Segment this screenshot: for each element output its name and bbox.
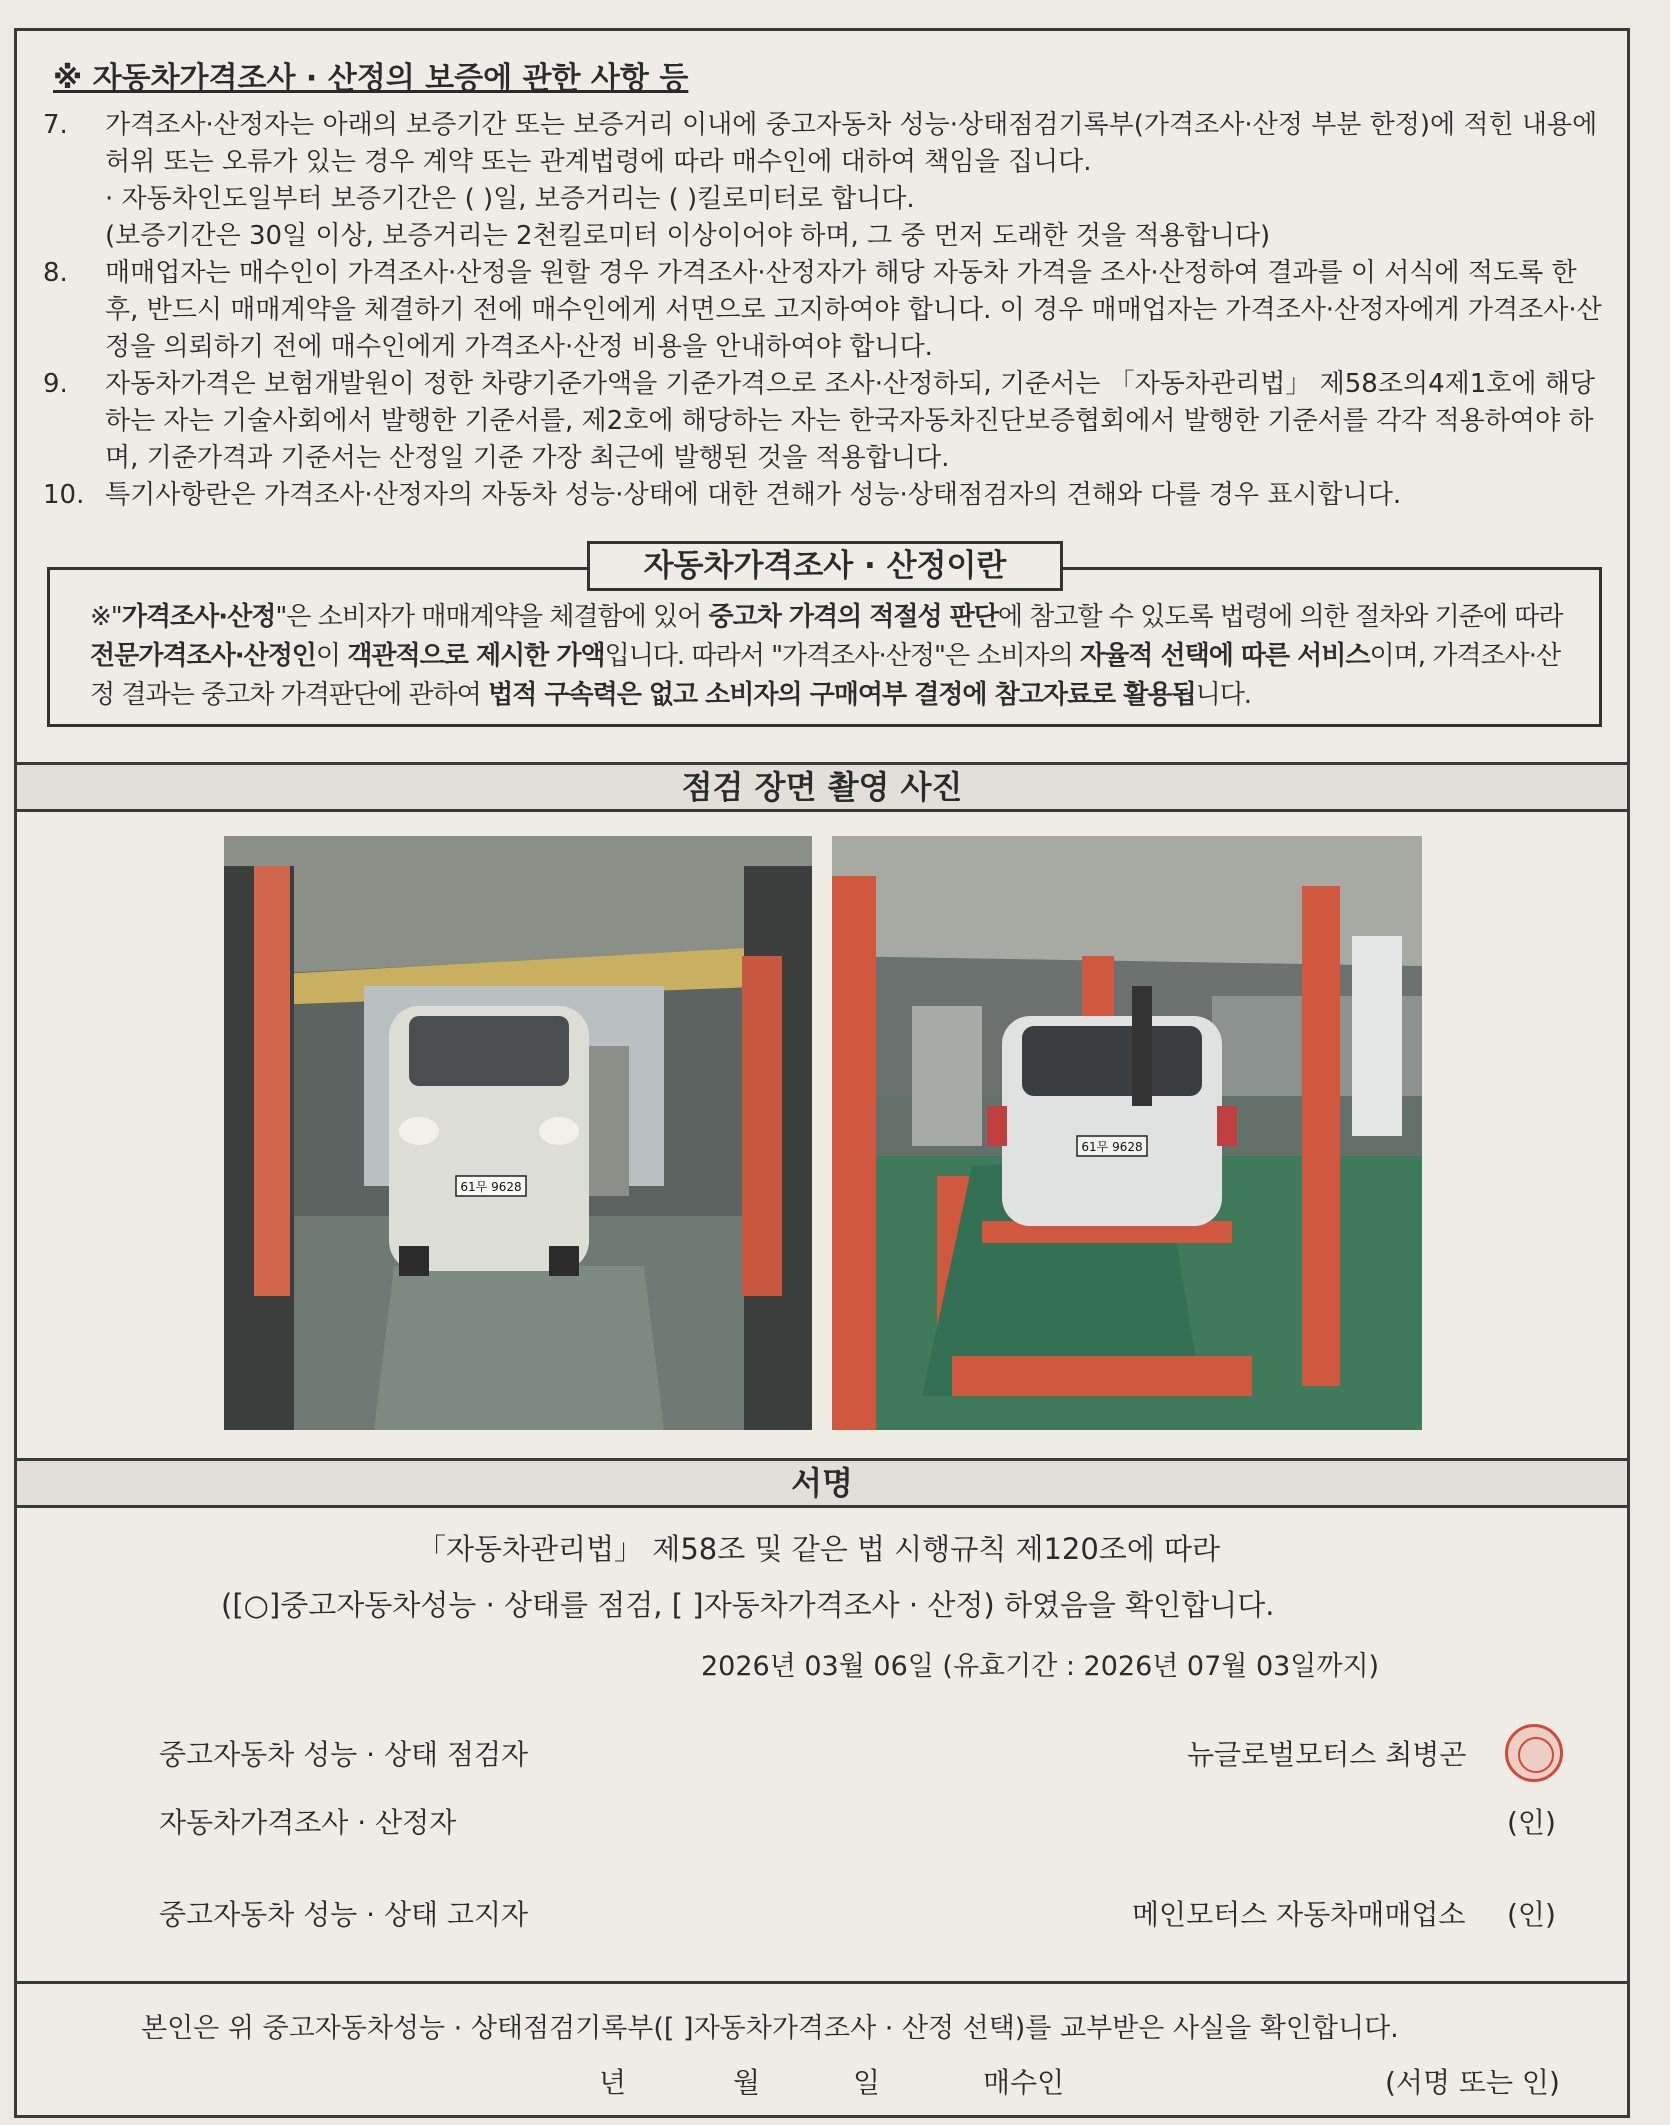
warranty-item-7: 7. 가격조사·산정자는 아래의 보증기간 또는 보증거리 이내에 중고자동차 성능·상태점검기록부(가격조사·산정 부분 한정)에 적힌 내용에 허위 또는 오류가 있는 경우 계약 또는 관계법령에 따라 매수인에 대하여 책임을 집니다. xyxy=(43,110,1598,177)
about-appraisal-title: 자동차가격조사 · 산정이란 xyxy=(587,541,1063,591)
warranty-title: ※ 자동차가격조사 · 산정의 보증에 관한 사항 등 xyxy=(53,61,689,96)
rear-license-plate: 61무 9628 xyxy=(1081,1140,1143,1154)
signature-section-title: 서명 xyxy=(17,1458,1627,1508)
receipt-divider xyxy=(17,1981,1627,1984)
inspection-confirm-line: ([○]중고자동차성능 · 상태를 점검, [ ]자동차가격조사 · 산정) 하였음을 확인합니다. xyxy=(221,1588,1275,1622)
warranty-item-10: 10. 특기사항란은 가격조사·산정자의 자동차 성능·상태에 대한 견해가 성능·상태점검자의 견해와 다를 경우 표시합니다. xyxy=(43,480,1402,510)
inspection-photos xyxy=(224,836,1422,1430)
inspector-name: 뉴글로벌모터스 최병곤 xyxy=(1187,1738,1467,1771)
inspector-label: 중고자동차 성능 · 상태 점검자 xyxy=(159,1738,529,1771)
buyer-label: 매수인 xyxy=(983,2066,1065,2099)
appraiser-label: 자동차가격조사 · 산정자 xyxy=(159,1806,457,1839)
warranty-section xyxy=(43,53,1613,514)
receipt-day: 일 xyxy=(853,2066,881,2099)
front-license-plate: 61무 9628 xyxy=(460,1180,522,1194)
warranty-period-line: · 자동차인도일부터 보증기간은 ( )일, 보증거리는 ( )킬로미터로 합니다. xyxy=(105,184,915,214)
notifier-name: 메인모터스 자동차매매업소 xyxy=(1132,1898,1466,1931)
warranty-item-9: 9. 자동차가격은 보험개발원이 정한 차량기준가액을 기준가격으로 조사·산정하되, 기준서는 「자동차관리법」 제58조의4제1호에 해당하는 자는 기술사회에서 발행한 기준서를, 제2호에 해당하는 자는 한국자동차진단보증협회에서 발행한 기준서를 각각 적용하여야 하며, 기준가격과 기준서는 산정일 기준 가장 최근에 발행된 것을 적용합니다. xyxy=(43,369,1595,473)
about-appraisal-box: ※"가격조사·산정"은 소비자가 매매계약을 체결함에 있어 중고차 가격의 적절성 판단에 참고할 수 있도록 법령에 의한 절차와 기준에 따라 전문가격조사·산정인이 객관적으로 제시한 가액입니다. 따라서 "가격조사·산정"은 소비자의 자율적 선택에 따른 서비스이며, 가격조사·산정 결과는 중고차 가격판단에 관하여 법적 구속력은 없고 소비자의 구매여부 결정에 참고자료로 활용됩니다. xyxy=(47,567,1602,727)
front-view-photo xyxy=(224,836,812,1430)
notifier-label: 중고자동차 성능 · 상태 고지자 xyxy=(159,1898,529,1931)
legal-basis-line: 「자동차관리법」 제58조 및 같은 법 시행규칙 제120조에 따라 xyxy=(417,1532,1221,1566)
receipt-year: 년 xyxy=(599,2066,627,2099)
red-seal-stamp-icon xyxy=(1505,1724,1563,1782)
inspection-record-page xyxy=(14,28,1630,2118)
notifier-seal: (인) xyxy=(1507,1898,1556,1931)
warranty-item-8: 8. 매매업자는 매수인이 가격조사·산정을 원할 경우 가격조사·산정자가 해당 자동차 가격을 조사·산정하여 결과를 이 서식에 적도록 한 후, 반드시 매매계약을 체결하기 전에 매수인에게 서면으로 고지하여야 합니다. 이 경우 매매업자는 가격조사·산정자에게 가격조사·산정을 의뢰하기 전에 매수인에게 가격조사·산정 비용을 안내하여야 합니다. xyxy=(43,258,1602,362)
photos-section-title: 점검 장면 촬영 사진 xyxy=(17,762,1627,812)
warranty-period-note: (보증기간은 30일 이상, 보증거리는 2천킬로미터 이상이어야 하며, 그 중 먼저 도래한 것을 적용합니다) xyxy=(105,221,1271,251)
receipt-confirm-line: 본인은 위 중고자동차성능 · 상태점검기록부([ ]자동차가격조사 · 산정 선택)를 교부받은 사실을 확인합니다. xyxy=(141,2013,1399,2044)
receipt-month: 월 xyxy=(733,2066,761,2099)
rear-view-photo xyxy=(832,836,1422,1430)
date-validity-line: 2026년 03월 06일 (유효기간 : 2026년 07월 03일까지) xyxy=(701,1651,1380,1682)
buyer-sign-field[interactable]: (서명 또는 인) xyxy=(1385,2066,1560,2099)
appraiser-seal: (인) xyxy=(1507,1806,1556,1839)
